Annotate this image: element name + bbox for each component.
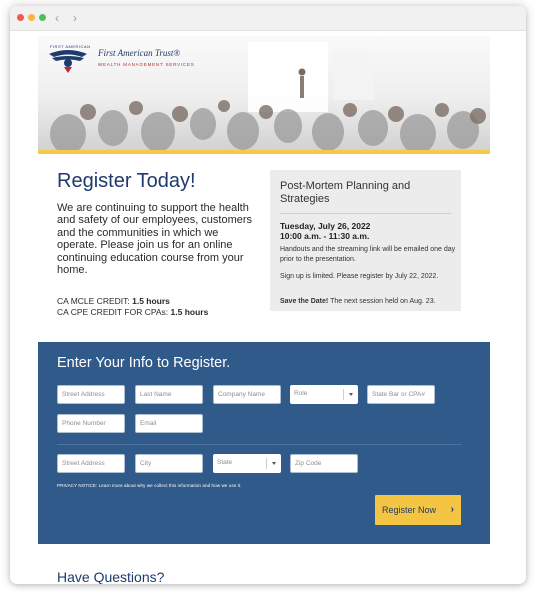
city-input[interactable] <box>135 454 203 473</box>
chevron-down-icon <box>349 393 353 396</box>
cpe-credit <box>57 307 208 317</box>
landing-page <box>38 36 490 584</box>
close-window-button[interactable] <box>17 14 24 21</box>
register-now-button[interactable] <box>375 495 461 525</box>
event-time: 10:00 a.m. - 11:30 a.m. <box>280 231 370 241</box>
forward-arrow-icon[interactable]: › <box>73 11 77 25</box>
event-limit-note: Sign up is limited. Please register by July 22, 2022. <box>280 273 439 280</box>
hero-banner <box>38 36 490 150</box>
email-input[interactable] <box>135 414 203 433</box>
browser-toolbar <box>10 6 526 31</box>
privacy-notice-link[interactable]: PRIVACY NOTICE: Learn more about why we collect this information and how we use it. <box>57 483 242 488</box>
state-bar-input[interactable] <box>367 385 435 404</box>
state-select-label: State <box>217 459 233 466</box>
last-name-input[interactable] <box>135 385 203 404</box>
form-title: Enter Your Info to Register. <box>57 355 231 371</box>
select-divider <box>343 389 344 400</box>
credit-value: 1.5 hours <box>132 296 170 306</box>
divider <box>280 213 451 214</box>
mcle-credit <box>57 296 170 306</box>
register-now-label: Register Now <box>382 505 437 515</box>
company-name-input[interactable] <box>213 385 281 404</box>
state-select[interactable] <box>213 454 281 473</box>
event-handout-note: Handouts and the streaming link will be emailed one day prior to the presentation. <box>280 246 456 263</box>
intro-section <box>38 154 490 342</box>
brand-logo[interactable] <box>46 44 226 74</box>
credit-label: CA MCLE CREDIT: <box>57 296 130 306</box>
save-text: The next session held on Aug. 23. <box>330 298 436 305</box>
select-divider <box>266 458 267 469</box>
minimize-window-button[interactable] <box>28 14 35 21</box>
maximize-window-button[interactable] <box>39 14 46 21</box>
role-select[interactable] <box>290 385 358 404</box>
logo-arc-text: FIRST AMERICAN <box>50 44 91 49</box>
questions-title: Have Questions? <box>57 569 165 584</box>
page-title: Register Today! <box>57 170 196 192</box>
registration-form <box>38 342 490 544</box>
phone-number-input[interactable] <box>57 414 125 433</box>
credit-value: 1.5 hours <box>170 307 209 317</box>
save-the-date <box>280 298 436 305</box>
event-title: Post-Mortem Planning and Strategies <box>280 180 411 205</box>
zip-code-input[interactable] <box>290 454 358 473</box>
back-arrow-icon[interactable]: ‹ <box>55 11 59 25</box>
mailing-street-address-input[interactable] <box>57 454 125 473</box>
event-date: Tuesday, July 26, 2022 <box>280 221 371 231</box>
brand-name: First American Trust® <box>98 48 181 58</box>
street-address-input[interactable] <box>57 385 125 404</box>
role-select-label: Role <box>294 390 308 397</box>
form-divider <box>57 444 462 445</box>
chevron-down-icon <box>272 462 276 465</box>
questions-section <box>38 544 490 584</box>
brand-tagline: WEALTH MANAGEMENT SERVICES <box>98 62 195 67</box>
chevron-right-icon: › <box>450 504 454 515</box>
browser-window <box>10 6 526 584</box>
save-label: Save the Date! <box>280 298 329 305</box>
event-details-card <box>270 170 461 311</box>
credit-label: CA CPE CREDIT FOR CPAs: <box>57 307 169 317</box>
intro-paragraph: We are continuing to support the health and safety of our employees, customers and the communities in which we operate. Please join us for an online continuing education course from your home. <box>57 202 253 277</box>
